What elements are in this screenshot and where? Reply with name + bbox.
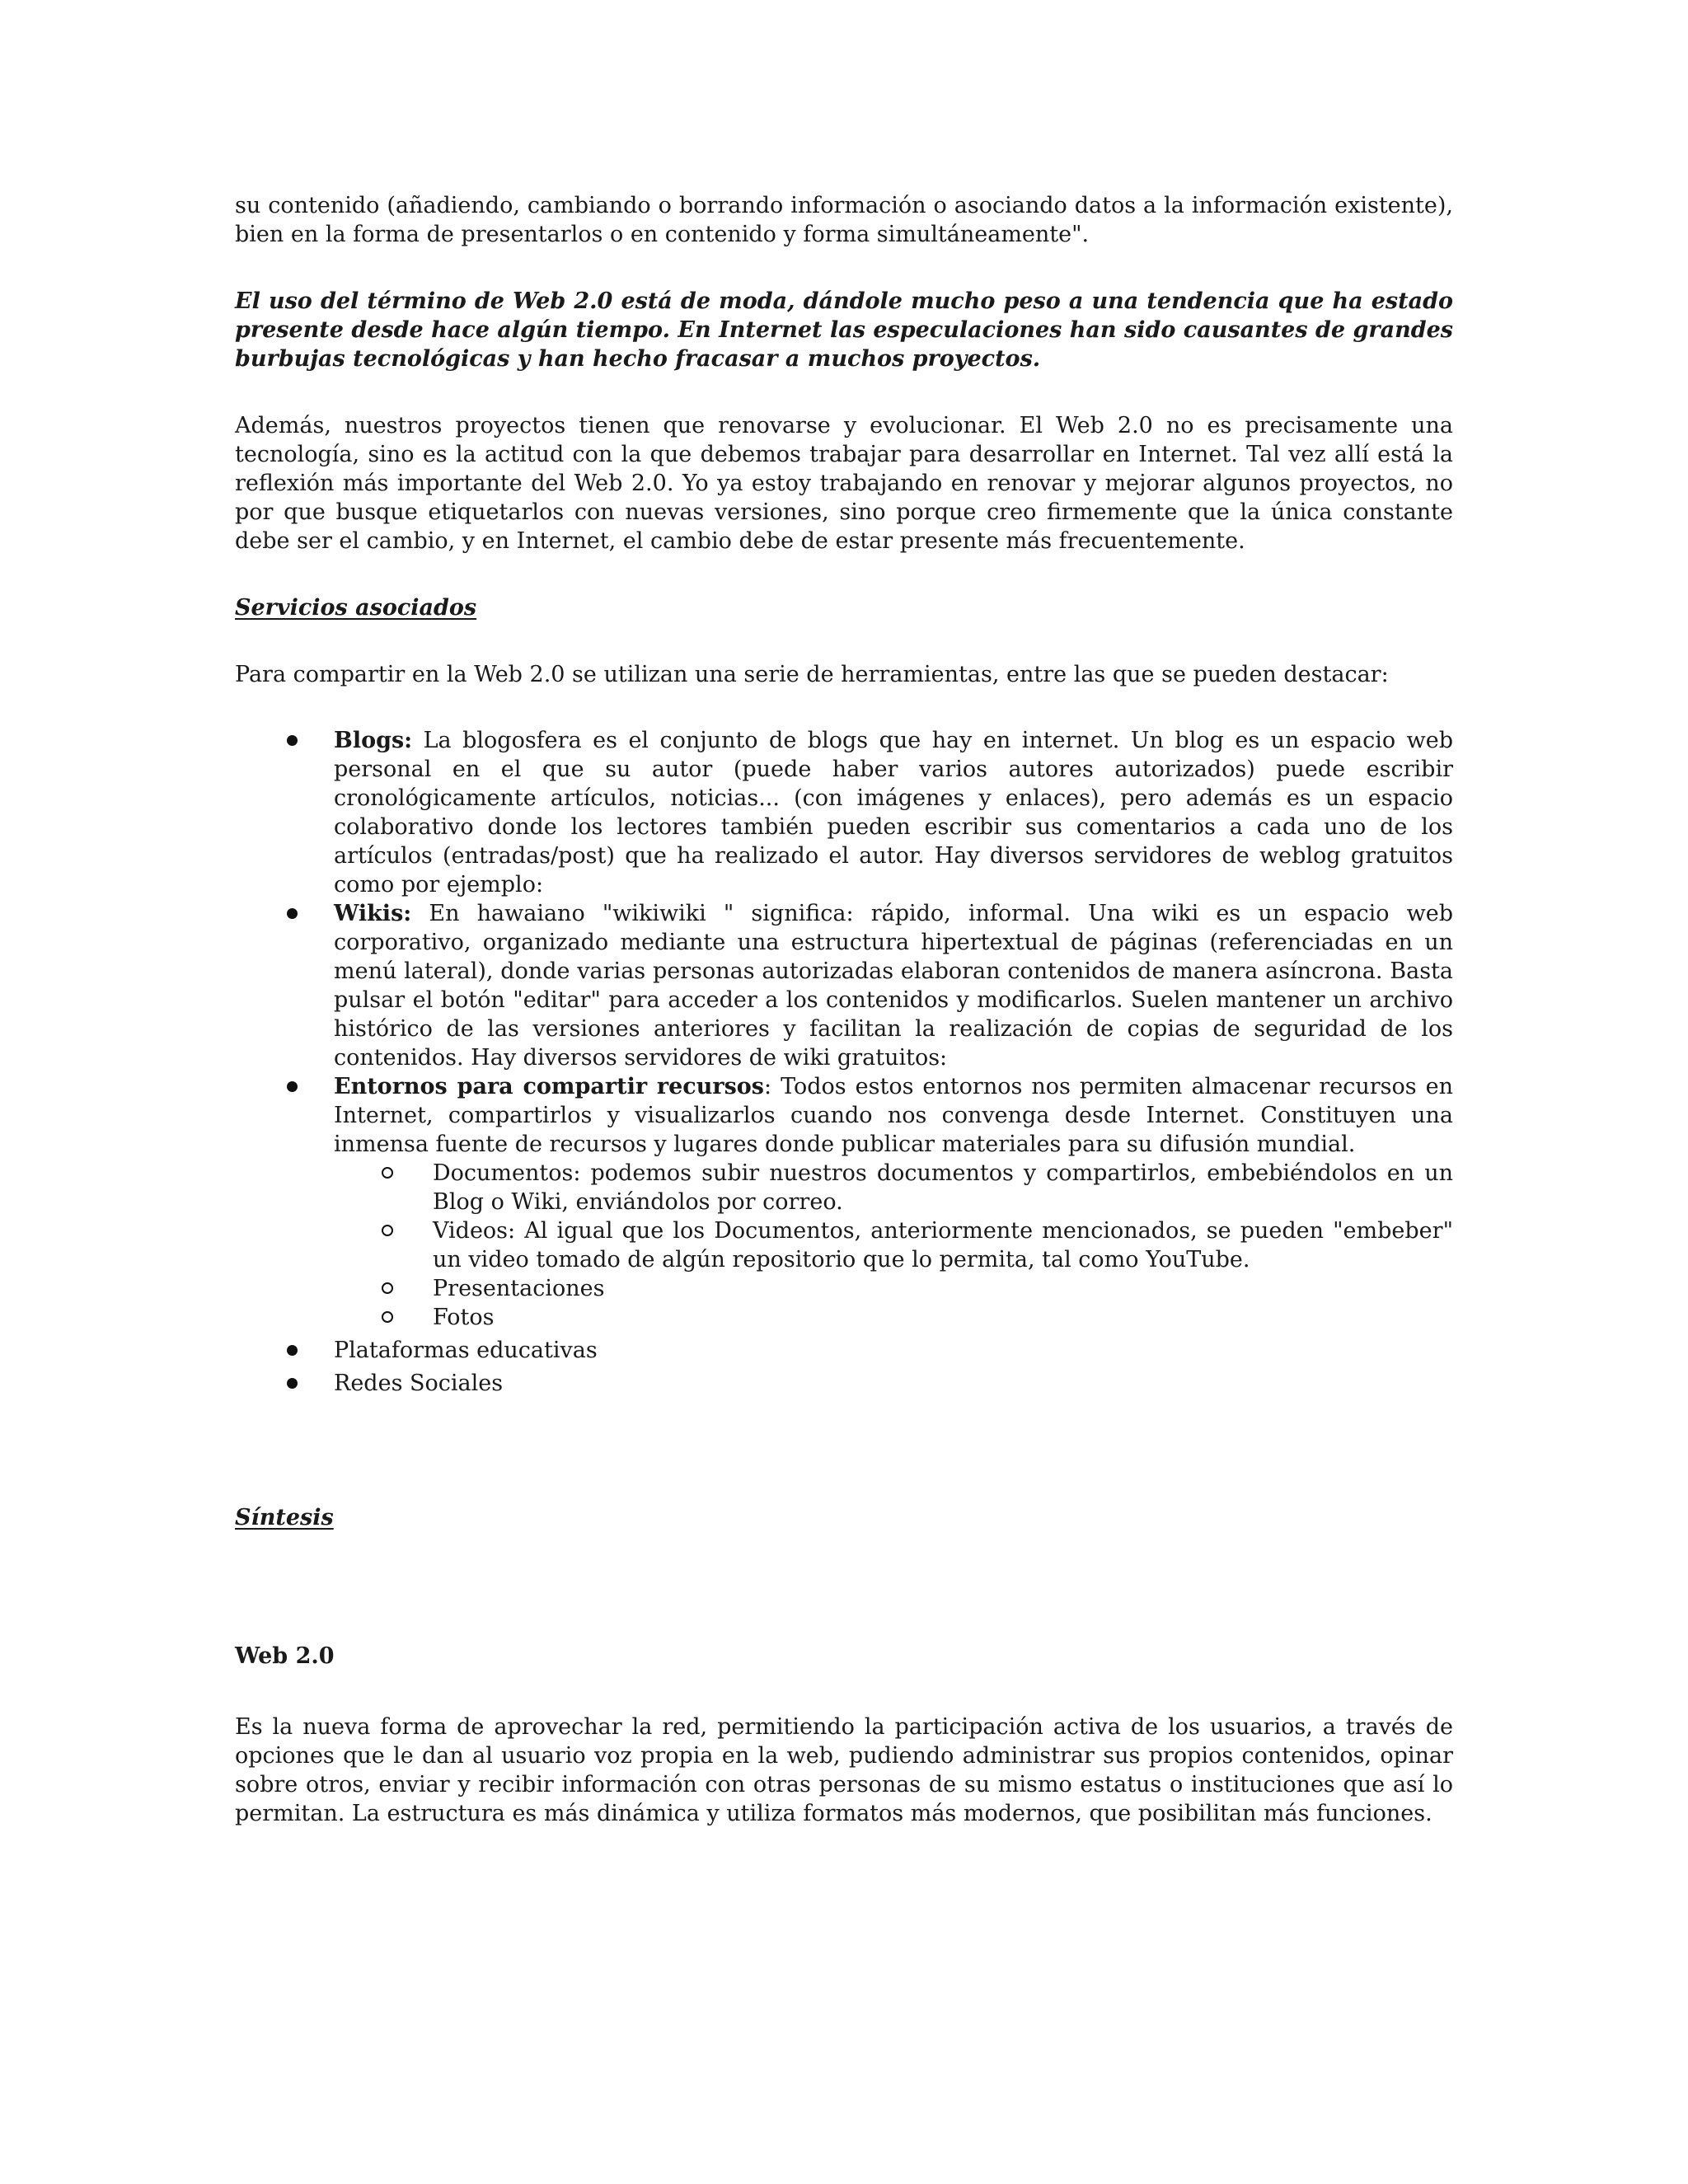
sublist-item-text: Documentos: podemos subir nuestros documentos y compartirlos, embebiéndolos en un Blog o Wiki, enviándolos por correo. (433, 1160, 1453, 1215)
bullet-icon (287, 1378, 298, 1389)
sintesis-heading: Síntesis (235, 1505, 334, 1530)
list-item-description: : Todos estos entornos nos permiten almacenar recursos en Internet, compartirlos y visualizarlos cuando nos convenga desde Internet. Constituyen una inmensa fuente de recursos y lugares donde publicar materiales para su difusión mundial. (334, 1074, 1453, 1157)
list-item-term: Wikis: (334, 901, 412, 926)
list-item-plataformas (235, 1336, 1453, 1365)
services-heading: Servicios asociados (235, 595, 477, 621)
list-item-wikis (235, 899, 1453, 1072)
sintesis-paragraph: Es la nueva forma de aprovechar la red, permitiendo la participación activa de los usuarios, a través de opciones que le dan al usuario voz propia en la web, pudiendo administrar sus propios contenidos, opinar sobre otros, enviar y recibir información con otras personas de su mismo estatus o instituciones que así lo permitan. La estructura es más dinámica y utiliza formatos más modernos, que posibilitan más funciones. (235, 1714, 1453, 1826)
list-item-description: En hawaiano "wikiwiki " significa: rápido, informal. Una wiki es un espacio web corporativo, organizado mediante una estructura hipertextual de páginas (referenciadas en un menú lateral), donde varias personas autorizadas elaboran contenidos de manera asíncrona. Basta pulsar el botón "editar" para acceder a los contenidos y modificarlos. Suelen mantener un archivo histórico de las versiones anteriores y facilitan la realización de copias de seguridad de los contenidos. Hay diversos servidores de wiki gratuitos: (334, 901, 1453, 1071)
sublist-item-presentaciones (235, 1274, 1453, 1303)
services-intro: Para compartir en la Web 2.0 se utilizan una serie de herramientas, entre las que se pueden destacar: (235, 662, 1389, 687)
bullet-icon (287, 1345, 298, 1356)
hollow-bullet-icon (382, 1311, 393, 1323)
list-item-text: Plataformas educativas (334, 1338, 598, 1363)
list-item-text (334, 1072, 1453, 1159)
sublist-item-videos (235, 1216, 1453, 1274)
bullet-icon (287, 1081, 298, 1092)
sublist-item-documentos (235, 1159, 1453, 1216)
list-item-entornos (235, 1072, 1453, 1332)
bullet-icon (287, 908, 298, 919)
sublist-item-text: Videos: Al igual que los Documentos, anteriormente mencionados, se pueden "embeber" un video tomado de algún repositorio que lo permita, tal como YouTube. (433, 1218, 1453, 1272)
web20-subheading: Web 2.0 (235, 1643, 335, 1669)
emphasis-paragraph: El uso del término de Web 2.0 está de moda, dándole mucho peso a una tendencia que ha estado presente desde hace algún tiempo. En Internet las especulaciones han sido causantes de grandes burbujas tecnológicas y han hecho fracasar a muchos proyectos. (235, 288, 1453, 372)
bullet-icon (287, 735, 298, 746)
hollow-bullet-icon (382, 1282, 393, 1294)
document-page (235, 191, 1453, 1828)
resources-sublist (334, 1159, 1453, 1332)
reflection-paragraph: Además, nuestros proyectos tienen que renovarse y evolucionar. El Web 2.0 no es precisamente una tecnología, sino es la actitud con la que debemos trabajar para desarrollar en Internet. Tal vez allí está la reflexión más importante del Web 2.0. Yo ya estoy trabajando en renovar y mejorar algunos proyectos, no por que busque etiquetarlos con nuevas versiones, sino porque creo firmemente que la única constante debe ser el cambio, y en Internet, el cambio debe de estar presente más frecuentemente. (235, 413, 1453, 554)
sublist-item-fotos (235, 1303, 1453, 1332)
sublist-item-text: Presentaciones (433, 1276, 605, 1301)
list-item-text (334, 899, 1453, 1072)
hollow-bullet-icon (382, 1167, 393, 1179)
list-item-text (334, 726, 1453, 899)
services-list (235, 726, 1453, 1398)
list-item-term: Blogs: (334, 728, 413, 753)
intro-continuation-paragraph: su contenido (añadiendo, cambiando o borrando información o asociando datos a la información existente), bien en la forma de presentarlos o en contenido y forma simultáneamente". (235, 193, 1453, 247)
list-item-description: La blogosfera es el conjunto de blogs que hay en internet. Un blog es un espacio web personal en el que su autor (puede haber varios autores autorizados) puede escribir cronológicamente artículos, noticias... (con imágenes y enlaces), pero además es un espacio colaborativo donde los lectores también pueden escribir sus comentarios a cada uno de los artículos (entradas/post) que ha realizado el autor. Hay diversos servidores de weblog gratuitos como por ejemplo: (334, 728, 1453, 898)
hollow-bullet-icon (382, 1225, 393, 1236)
list-item-redes (235, 1369, 1453, 1398)
list-item-blogs (235, 726, 1453, 899)
list-item-term: Entornos para compartir recursos (334, 1074, 764, 1099)
sublist-item-text: Fotos (433, 1305, 495, 1330)
list-item-text: Redes Sociales (334, 1371, 504, 1396)
